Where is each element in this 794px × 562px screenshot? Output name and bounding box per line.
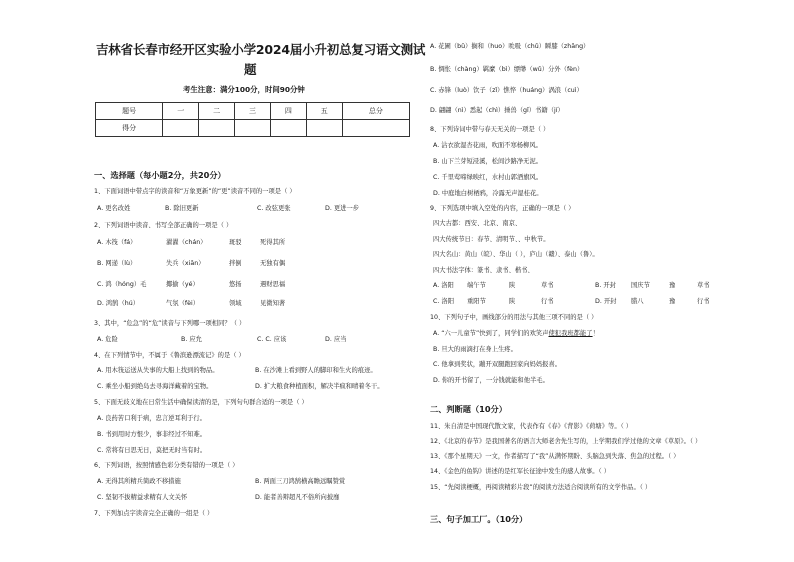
table-cell: 二 [199, 103, 235, 120]
option-word: 陕 [509, 298, 516, 305]
option-b: B. 两面三刀鸿鹄横高瞻远瞩赞赏 [255, 478, 346, 485]
option-c: C. 他拿到奖状，蹦开双腿跑回家向妈妈报喜。 [433, 361, 562, 368]
option-d: D. 能者善辩超凡不俗所向披靡 [255, 494, 340, 501]
table-cell: 总分 [342, 103, 409, 120]
option-d: D. 中庭地白树栖鸦，冷露无声湿桂花。 [433, 190, 543, 197]
question-line: 四大书法字体：篆书、隶书、楷书、 [433, 267, 534, 274]
score-table [95, 102, 410, 137]
option-word: 行书 [697, 298, 710, 305]
option-word: 揶揄（yé） [166, 281, 199, 288]
option-word: 草书 [541, 282, 554, 289]
option-text: A. “六一儿童节”快到了，同学们的欢笑声 [433, 330, 549, 337]
score-table-row [96, 120, 410, 137]
question-text: 7、下列加点字读音完全正确的一组是（ ） [94, 510, 214, 517]
option-a: A. 用木筏运送从失事的大船上找到的物品。 [97, 367, 219, 374]
option-a: A. 花圃（bǔ）搁和（huo）吮吸（chǔ）瞬膝（zhāng） [430, 43, 590, 50]
table-cell: 四 [270, 103, 306, 120]
option-c: C. 赤锋（luò）饮子（zǐ）憔悴（huáng）涡浪（cuì） [430, 87, 583, 94]
question-text: 5、下面无歧义地在日常生活中确保读清的是，下列句句群合适的一项是（ ） [94, 399, 308, 406]
underlined-text: 使犯我班都能了 [548, 330, 593, 337]
option-b: B. 书到用时方恨少，事非经过不知难。 [97, 431, 207, 438]
option-word: 斑驳 [229, 239, 242, 246]
option-c: C. 常将有日思无日，莫把无时当有时。 [97, 447, 207, 454]
option-word: 重阳节 [467, 298, 486, 305]
option-d: D. 开封 [595, 298, 617, 305]
option-d: D. 应当 [325, 336, 347, 343]
option-a: A. 更名改姓 [97, 205, 131, 212]
score-input-cell[interactable] [270, 120, 306, 137]
option-d: D. 翩翩（nì）悉起（chì）捶兽（gǐ）书籍（jí） [430, 107, 564, 114]
option-d: D. 你的开书留了，一分钱就能和他半毛。 [433, 377, 549, 384]
option-b: B. 开封 [595, 282, 616, 289]
option-c: C. 乘坐小船到绝岛去寻海洋藏着的宝物。 [97, 383, 213, 390]
section-heading: 二、判断题（10分） [430, 404, 507, 414]
question-text: 6、下列词语，按照情感色彩分类有错的一项是（ ） [94, 462, 239, 469]
option-word: 遇财思福 [260, 281, 286, 288]
option-b: B. 除旧更新 [165, 205, 199, 212]
option-word: 拌倒 [229, 260, 242, 267]
table-cell: 三 [235, 103, 271, 120]
option-word: 草书 [697, 282, 710, 289]
option-a [433, 330, 599, 338]
option-c: C. 洛阳 [433, 298, 454, 305]
option-d: D. 扩大粮食种植面积，解决半疯和晴着冬干。 [255, 383, 384, 390]
question-text: 1、下面词语中带点字的读音和“万象更新”的“更”读音不同的一项是（ ） [94, 188, 296, 195]
score-input-cell[interactable] [306, 120, 342, 137]
option-c: C. 鸿（hóng）毛 [97, 281, 147, 288]
option-c: C. C. 应该 [257, 336, 287, 343]
option-b: B. 网递（lù） [97, 260, 137, 267]
judgement-item: 14、《金色的鱼钩》讲述的是红军长征途中发生的感人故事。（ ） [430, 468, 611, 475]
question-text: 8、下列诗词中带与春天无关的一项是（ ） [430, 126, 550, 133]
section-heading: 一、选择题（每小题2分，共20分） [94, 170, 226, 180]
table-cell: 一 [163, 103, 199, 120]
option-word: 领域 [229, 300, 242, 307]
option-d: D. 更进一步 [325, 205, 360, 212]
judgement-item: 15、“先阅读梗概，再阅读精彩片段”的阅读方法适合阅读所有的文学作品。（ ） [430, 484, 652, 491]
option-word: 腊八 [631, 298, 644, 305]
score-table-row [96, 103, 410, 120]
option-b: B. 应允 [181, 336, 202, 343]
option-b: B. 山下兰芽短浸溪，松间沙路净无泥。 [433, 158, 543, 165]
question-text: 2、下列词语中读音、书写全部正确的一项是（ ） [94, 222, 233, 229]
option-word: 失兵（xiān） [166, 260, 205, 267]
question-text: 9、下列选项中填入空处的内容，正确的一项是（ ） [430, 205, 575, 212]
option-word: 豫 [669, 298, 676, 305]
option-word: 陕 [509, 282, 516, 289]
section-heading: 三、句子加工厂。（10分） [430, 514, 528, 524]
judgement-item: 13、《那个星期天》一文，作者描写了“我”从满怀期盼、头脑急到失落、焦急的过程。（ ） [430, 453, 680, 460]
table-cell: 五 [306, 103, 342, 120]
option-a: A. 木筏（fá） [97, 239, 137, 246]
question-text: 4、在下列情节中，不属于《鲁滨逊漂流记》的是（ ） [94, 352, 245, 359]
option-word: 行书 [541, 298, 554, 305]
question-line: 四大名山：黄山（皖）、华山（ ），庐山（赣）、泰山（鲁）。 [433, 251, 599, 258]
option-word: 国庆节 [631, 282, 650, 289]
option-word: 无独有偶 [260, 260, 286, 267]
option-b: B. 在沙滩上看到野人的脚印和生火的痕迹。 [255, 367, 377, 374]
option-d: D. 鸿鹄（hú） [97, 300, 140, 307]
option-word: 死得其所 [260, 239, 286, 246]
option-word: 悠扬 [229, 281, 242, 288]
option-a: A. 无得其所精兵简政不移措施 [97, 478, 181, 485]
option-word: 见微知著 [260, 300, 286, 307]
page-title-line1: 吉林省长春市经开区实验小学2024届小升初总复习语文测试 [96, 42, 426, 57]
table-cell: 题号 [96, 103, 163, 120]
table-cell: 得分 [96, 120, 163, 137]
question-line: 四大传统节日：春节、清明节、、中秋节。 [433, 236, 550, 243]
question-text: 3、其中，“危急”的“危”读音与下列哪一项相同？（ ） [94, 320, 246, 327]
option-c: C. 千里莺啼绿映红，水村山郭酒旗风。 [433, 174, 543, 181]
option-b: B. 旦大的雨滴打在身上生疼。 [433, 346, 517, 353]
option-word: 濯濯（chán） [166, 239, 207, 246]
option-word: 豫 [669, 282, 676, 289]
score-input-cell[interactable] [163, 120, 199, 137]
option-a: A. 危险 [97, 336, 118, 343]
question-line: 四大古都：西安、北京、南京、 [433, 220, 522, 227]
score-input-cell[interactable] [235, 120, 271, 137]
option-word: 端午节 [467, 282, 486, 289]
option-word: 气氛（fèi） [166, 300, 200, 307]
option-text: ！ [592, 330, 599, 337]
page-title-line2: 题 [244, 62, 257, 77]
option-a: A. 沾衣欲湿杏花雨，吹面不寒杨柳风。 [433, 142, 542, 149]
judgement-item: 12、《北京的春节》是我国著名的语言大师老舍先生写的，上学期我们学过他的文章《草原》。（ ） [430, 438, 702, 445]
question-text: 10、下列句子中，画线部分的用法与其他三项不同的是（ ） [430, 314, 598, 321]
exam-note: 考生注意：满分100分，时间90分钟 [183, 85, 305, 94]
option-c: C. 改弦更张 [257, 205, 291, 212]
option-c: C. 坚韧不拔精益求精有人文关怀 [97, 494, 188, 501]
option-b: B. 惆怅（chàng）羁縻（bì）缥缈（wǔ）分外（fèn） [430, 66, 584, 73]
option-a: A. 良药苦口利于病，忠言逆耳利于行。 [97, 415, 206, 422]
score-input-cell[interactable] [199, 120, 235, 137]
score-input-cell[interactable] [342, 120, 409, 137]
judgement-item: 11、朱自清是中国现代散文家，代表作有《春》《背影》《荷塘》等。（ ） [430, 423, 633, 430]
option-a: A. 洛阳 [433, 282, 454, 289]
